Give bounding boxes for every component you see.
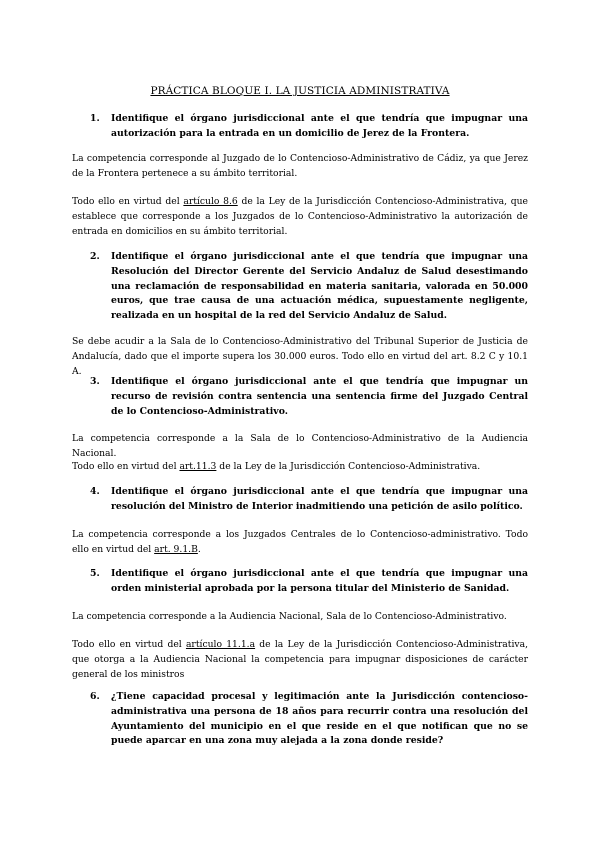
answer-5-paragraph-2 [72,637,528,682]
question-text: Identifique el órgano jurisdiccional ante el que tendría que impugnar una orden ministerial aprobada por la persona titular del Ministerio de Sanidad. [111,568,528,594]
question-text: Identifique el órgano jurisdiccional ante el que tendría que impugnar una resolución del Ministro de Interior inadmitiendo una petición de asilo político. [111,486,528,512]
question-2 [92,250,528,324]
article-link[interactable]: artículo 8.6 [183,196,238,207]
article-link[interactable]: artículo 11.1.a [185,639,256,650]
question-1 [92,112,528,142]
page-title: PRÁCTICA BLOQUE I. LA JUSTICIA ADMINISTRATIVA [150,85,450,97]
text-segment: Todo ello en virtud del [72,639,186,650]
question-number: 4. [90,486,100,497]
answer-5-paragraph-1: La competencia corresponde a la Audiencia Nacional, Sala de lo Contencioso-Administrativo. [72,611,507,622]
question-5 [92,567,528,597]
question-3 [92,375,528,419]
text-segment: de la Ley de la Jurisdicción Contencioso-Administrativa, que otorga a la Audiencia Nacional la competencia para impugnar disposiciones de carácter general de los ministros [72,639,528,680]
text-segment: de la Ley de la Jurisdicción Contencioso-Administrativa. [216,461,481,472]
article-link[interactable]: art. 9.1.B [154,544,198,555]
answer-2-paragraph-1: Se debe acudir a la Sala de lo Contencioso-Administrativo del Tribunal Superior de Justicia de Andalucía, dado que el importe supera los 30.000 euros. Todo ello en virtud del art. 8.2 C y 10.1 A. [72,336,528,377]
article-link[interactable]: art.11.3 [179,461,217,472]
answer-1-paragraph-2 [72,194,528,239]
question-text: Identifique el órgano jurisdiccional ante el que tendría que impugnar una autorización para la entrada en un domicilio de Jerez de la Frontera. [111,113,528,139]
question-6 [92,690,528,749]
question-text: Identifique el órgano jurisdiccional ante el que tendría que impugnar un recurso de revisión contra sentencia una sentencia firme del Juzgado Central de lo Contencioso-Administrativo. [111,376,528,417]
text-segment: Todo ello en virtud del [72,461,180,472]
question-number: 3. [90,376,100,387]
answer-1-paragraph-1: La competencia corresponde al Juzgado de lo Contencioso-Administrativo de Cádiz, ya que Jerez de la Frontera pertenece a su ámbito territorial. [72,153,528,179]
question-number: 6. [90,691,100,702]
question-number: 1. [90,113,100,124]
text-segment: Todo ello en virtud del [72,196,184,207]
question-text: ¿Tiene capacidad procesal y legitimación ante la Jurisdicción contencioso-administrativa una persona de 18 años para recurrir contra una resolución del Ayuntamiento del municipio en el que reside en el que notifican que no se puede aparcar en una zona muy alejada a la zona donde reside? [111,691,528,747]
text-segment: La competencia corresponde a los Juzgados Centrales de lo Contencioso-administrativo. Todo ello en virtud del [72,529,528,555]
answer-4-paragraph-1 [72,527,528,557]
answer-3-paragraph-2 [72,459,528,474]
text-segment: . [197,544,201,555]
question-number: 2. [90,251,100,262]
question-number: 5. [90,568,100,579]
question-4 [92,485,528,515]
question-text: Identifique el órgano jurisdiccional ante el que tendría que impugnar una Resolución del Director Gerente del Servicio Andaluz de Salud desestimando una reclamación de responsabilidad en materia sanitaria, valorada en 50.000 euros, que trae causa de una actuación médica, supuestamente negligente, realizada en un hospital de la red del Servicio Andaluz de Salud. [111,251,528,322]
text-segment: de la Ley de la Jurisdicción Contencioso-Administrativa, que establece que corresponde a los Juzgados de lo Contencioso-Administrativo la autorización de entrada en domicilios en su ámbito territorial. [72,196,528,237]
answer-3-paragraph-1: La competencia corresponde a la Sala de lo Contencioso-Administrativo de la Audiencia Nacional. [72,433,528,459]
